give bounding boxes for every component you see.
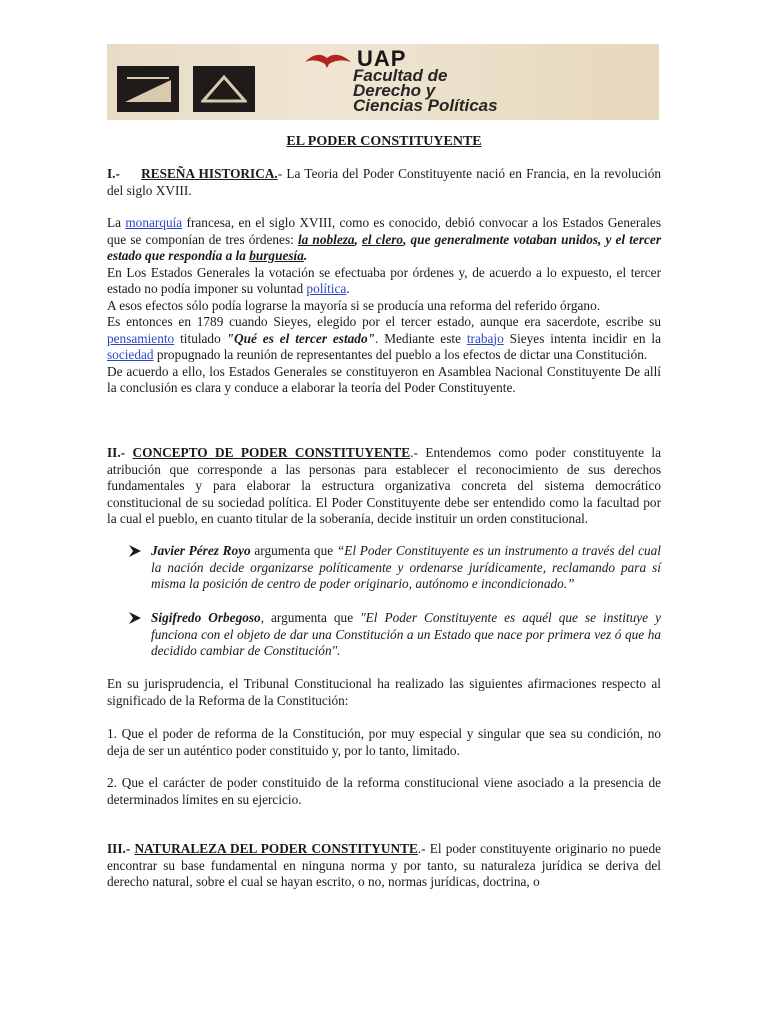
eagle-icon xyxy=(303,48,353,70)
uap-logo-text: UAP xyxy=(357,46,407,71)
jurisprudence-item-2: 2. Que el carácter de poder constituido de la reforma constitucional viene asociado a la presencia de determinados límites en su ejercicio. xyxy=(107,775,661,807)
link-sociedad[interactable]: sociedad xyxy=(107,347,154,362)
jurisprudence-item-1: 1. Que el poder de reforma de la Constitución, por muy especial y singular que sea su condición, no deja de ser un auténtico poder constituido y, por lo tanto, limitado. xyxy=(107,726,661,758)
quote-perez-royo: Javier Pérez Royo argumenta que “El Poder Constituyente es un instrumento a través del cual la nación decide organizarse políticamente y ordenarse jurídicamente, reclamando para sí misma la posición de centro de poder originario, autónomo e incondicionado.” xyxy=(128,543,661,593)
link-monarquia[interactable]: monarquía xyxy=(125,215,183,230)
scale-logo-left xyxy=(117,66,179,112)
faculty-name: Facultad de Derecho y Ciencias Políticas xyxy=(353,66,498,115)
jurisprudence-paragraph: En su jurisprudencia, el Tribunal Constitucional ha realizado las siguientes afirmaciones respecto al significado de la Reforma de la Constitución: xyxy=(107,676,661,708)
section-3-body: III.- NATURALEZA DEL PODER CONSTITYUNTE.- El poder constituyente originario no puede encontrar su base fundamental en ninguna norma y por tanto, su naturaleza jurídica se deriva del derecho natural, sobre el cual se hayan escrito, o no, normas jurídicas, doctrina, o xyxy=(107,841,662,889)
page-title: EL PODER CONSTITUYENTE xyxy=(286,134,482,149)
section-3-heading: NATURALEZA DEL PODER CONSTITYUNTE xyxy=(134,841,418,856)
link-pensamiento[interactable]: pensamiento xyxy=(107,330,175,346)
faculty-banner xyxy=(107,44,659,120)
arrow-bullet-icon xyxy=(128,544,142,558)
section-1-intro: I.- RESEÑA HISTORICA.- La Teoria del Poder Constituyente nació en Francia, en la revolución del siglo XVIII. xyxy=(107,166,661,198)
link-politica[interactable]: política xyxy=(306,281,347,296)
section-2-body: II.- CONCEPTO DE PODER CONSTITUYENTE.- Entendemos como poder constituyente la atribución que corresponde a las personas para establecer el reconocimiento de sus derechos fundamentales y para elaborar la estructura organizativa concreta del sistema democrático constitucional de su sociedad política. El Poder Constituyente debe ser entendido como la facultad por la cual el pueblo, en cuanto titular de la soberanía, decide instituir un orden constitucional. xyxy=(107,445,661,526)
section-1-heading: RESEÑA HISTORICA. xyxy=(141,166,278,181)
section-1-body: La monarquía francesa, en el siglo XVIII, como es conocido, debió convocar a los Estados Generales que se componían de tres órdenes: la nobleza, el clero, que generalmente votaban unidos, y el tercer estado que respondía a la burguesía. En Los Estados Generales la votación se efectuaba por órdenes y, de acuerdo a lo expuesto, el tercer estado no podía imponer su voluntad política. A esos efectos sólo podía lograrse la mayoría si se producía una reforma del referido órgano. Es entonces en 1789 cuando Sieyes, elegido por el tercer estado, aunque era sacerdote, escribe su pensamiento titulado "Qué es el tercer estado". Mediante este trabajo Sieyes intenta incidir en la sociedad propugnado la reunión de representantes del pueblo a los efectos de dictar una Constitución. De acuerdo a ello, los Estados Generales se constituyeron en Asamblea Nacional Constituyente De allí la conclusión es clara y conduce a elaborar la teoría del Poder Constituyente. xyxy=(107,215,661,395)
quote-orbegoso: Sigifredo Orbegoso, argumenta que "El Poder Constituyente es aquél que se instituye y funciona con el objeto de dar una Constitución a un Estado que nace por primera vez ó que ha decidido cambiar de Constitución". xyxy=(128,610,661,660)
section-2-heading: CONCEPTO DE PODER CONSTITUYENTE xyxy=(132,445,411,460)
scale-logo-right xyxy=(193,66,255,112)
arrow-bullet-icon xyxy=(128,611,142,625)
link-trabajo[interactable]: trabajo xyxy=(466,330,504,346)
